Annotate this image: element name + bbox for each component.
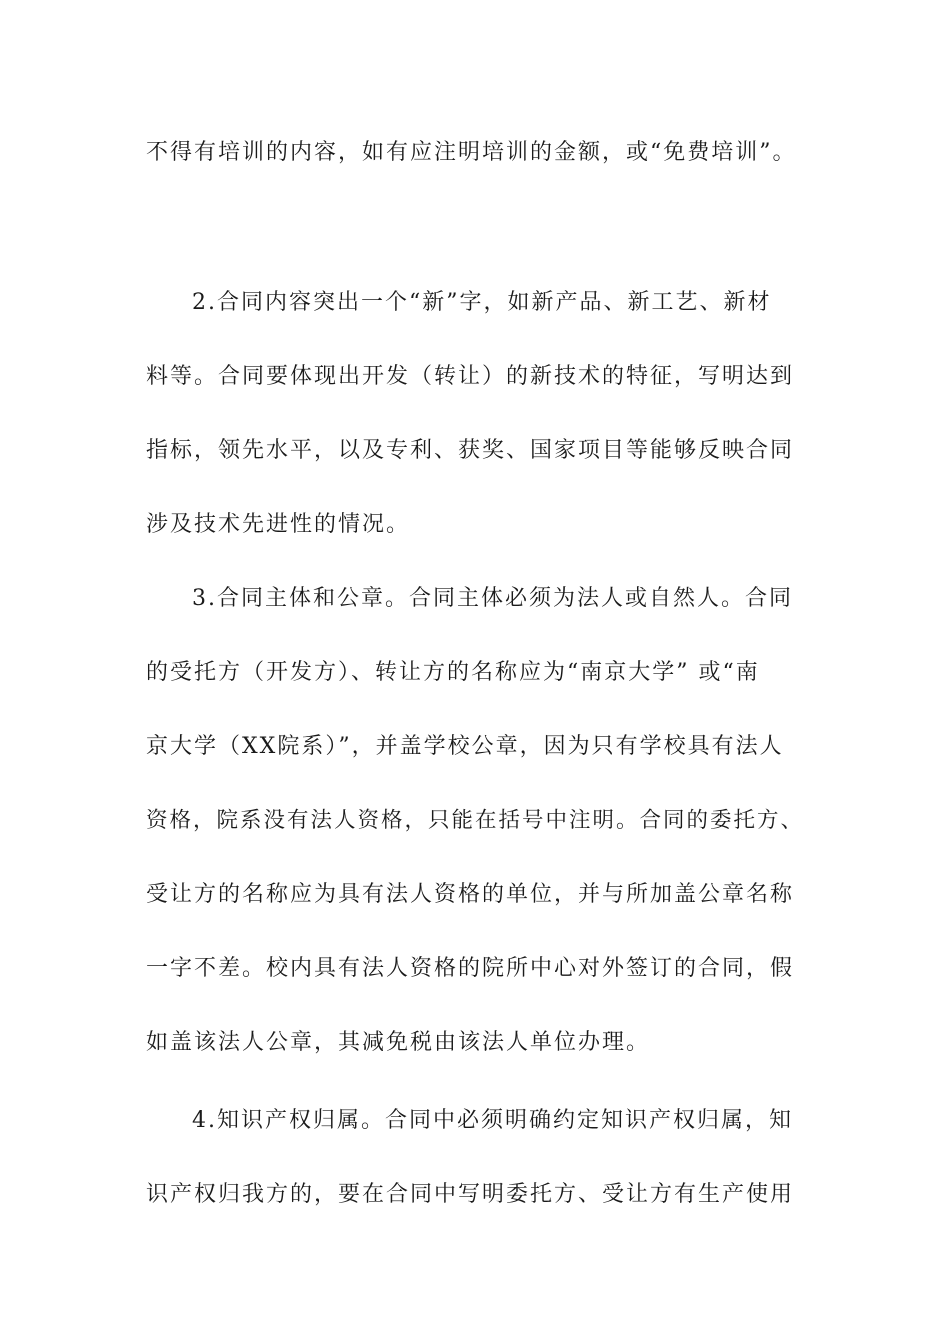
text-line: 京大学（XX院系）”，并盖学校公章，因为只有学校具有法人 — [146, 734, 784, 759]
text-line: 2.合同内容突出一个“新”字，如新产品、新工艺、新材 — [192, 290, 772, 315]
text-line: 涉及技术先进性的情况。 — [146, 512, 411, 537]
text-line: 4.知识产权归属。合同中必须明确约定知识产权归属，知 — [192, 1108, 793, 1133]
text-line: 3.合同主体和公章。合同主体必须为法人或自然人。合同 — [192, 586, 793, 611]
text-line: 不得有培训的内容，如有应注明培训的金额，或“免费培训”。 — [146, 140, 797, 165]
text-line: 的受托方（开发方）、转让方的名称应为“南京大学” 或“南 — [146, 660, 760, 685]
text-line: 料等。合同要体现出开发（转让）的新技术的特征，写明达到 — [146, 364, 795, 389]
text-line: 如盖该法人公章，其减免税由该法人单位办理。 — [146, 1030, 651, 1055]
text-line: 一字不差。校内具有法人资格的院所中心对外签订的合同，假 — [146, 956, 795, 981]
text-line: 资格，院系没有法人资格，只能在括号中注明。合同的委托方、 — [146, 808, 805, 833]
text-line: 受让方的名称应为具有法人资格的单位，并与所加盖公章名称 — [146, 882, 795, 907]
text-line: 识产权归我方的，要在合同中写明委托方、受让方有生产使用 — [146, 1182, 795, 1207]
text-line: 指标，领先水平，以及专利、获奖、国家项目等能够反映合同 — [146, 438, 795, 463]
